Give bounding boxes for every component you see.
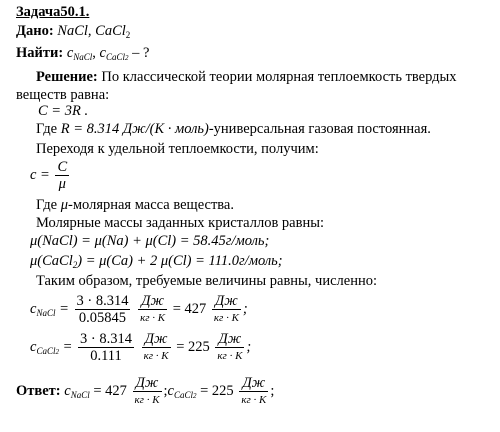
r2-unit2-num: Дж <box>215 331 244 348</box>
r2-unit2-den: кг · К <box>217 350 243 363</box>
f2-lhs: c = <box>30 167 50 183</box>
find-sub1: NaCl <box>73 52 93 62</box>
r1-unit <box>138 293 167 326</box>
find-tail: – ? <box>128 45 150 61</box>
r2-c: c <box>30 339 37 355</box>
r2-num: 3 · 8.314 <box>80 331 132 348</box>
r1-unit-num: Дж <box>138 293 167 310</box>
formula-c-over-mu <box>30 158 71 192</box>
r1-unit2-num: Дж <box>212 293 241 310</box>
r2-unit-num: Дж <box>142 331 171 348</box>
solution-line-2: веществ равна: <box>16 87 110 103</box>
r2-value: = 225 <box>176 339 210 355</box>
where-R-formula: R = 8.314 Дж/(К · моль) <box>60 121 209 137</box>
formula-mu-CaCl2 <box>30 252 283 274</box>
where-R-line <box>36 120 431 138</box>
formula-C-3R: C = 3R . <box>38 103 89 119</box>
f4-a: μ(CaCl <box>30 253 73 269</box>
ans-c2: c <box>167 383 174 399</box>
numeric-intro: Таким образом, требуемые величины равны, численно: <box>36 273 378 289</box>
answer-line: Ответ: $c_{NaCl} = 427$ $\frac{Дж}{кг \cdot К}$ $;c_{CaCl2} = 225$ $\frac{Дж}{кг \cdot К}$ ; <box>16 375 275 407</box>
solution-label: Решение: <box>36 69 98 85</box>
where-mu-prefix: Где <box>36 197 61 213</box>
given-line <box>16 22 130 44</box>
ans-v1: = 427 <box>93 383 127 399</box>
answer-label: Ответ: <box>16 383 61 399</box>
r1-unit2 <box>212 293 241 326</box>
r2-fraction <box>78 331 134 364</box>
ans-unit1-den: кг · К <box>134 394 160 407</box>
find-sub2: CaCl <box>105 52 125 62</box>
r1-sub: NaCl <box>36 308 56 318</box>
problem-title: Задача50.1. <box>16 4 90 20</box>
ans-sub2: CaCl <box>173 390 193 400</box>
r2-sub-idx: 2 <box>55 348 59 356</box>
result-CaCl2: $c_{CaCl2}$ = $\frac{3 \cdot 8.314}{0.111}$ $\frac{Дж}{кг \cdot К}$ = 225 $\frac{Дж}{кг \cdot К}$ ; <box>30 331 252 365</box>
ans-c1: c <box>64 383 71 399</box>
r1-value: = 427 <box>172 301 207 317</box>
r2-unit-den: кг · К <box>143 350 169 363</box>
given-value: NaCl, CaCl <box>57 23 126 39</box>
find-line <box>16 44 149 67</box>
ans-unit1-num: Дж <box>133 375 162 392</box>
r1-den: 0.05845 <box>78 310 127 327</box>
f2-num: C <box>57 159 68 176</box>
r1-num: 3 · 8.314 <box>76 293 129 310</box>
result-NaCl: $c_{NaCl}$ = $\frac{3 \cdot 8.314}{0.05845}$ $\frac{Дж}{кг \cdot К}$ = 427 $\frac{Дж}{кг \cdot К}$ ; <box>30 293 248 327</box>
r2-den: 0.111 <box>90 348 122 365</box>
r2-unit <box>142 331 171 364</box>
where-R-text: -универсальная газовая постоянная. <box>208 121 431 137</box>
f4-b: ) = μ(Ca) + 2 μ(Cl) = 111.0г/моль; <box>77 253 283 269</box>
r1-unit2-den: кг · К <box>213 312 239 325</box>
where-mu-line <box>36 196 234 214</box>
solution-line-1 <box>36 68 457 86</box>
ans-unit1 <box>133 375 162 408</box>
find-label: Найти: <box>16 45 64 61</box>
where-R-prefix: Где <box>36 121 61 137</box>
given-label: Дано: <box>16 23 54 39</box>
find-sub2-idx: 2 <box>124 54 129 62</box>
specific-heat-intro: Переходя к удельной теплоемкости, получим: <box>36 141 319 157</box>
given-value-subscript: 2 <box>125 30 131 40</box>
r2-sub: CaCl <box>36 346 56 356</box>
solution-text-1: По классической теории молярная теплоемкость твердых <box>97 69 457 85</box>
where-mu-text: -молярная масса вещества. <box>68 197 234 213</box>
f2-den: μ <box>58 176 66 193</box>
f4-sub: 2 <box>72 260 78 270</box>
r2-unit2 <box>215 331 244 364</box>
f2-fraction <box>55 159 69 192</box>
r1-unit-den: кг · К <box>140 312 166 325</box>
ans-unit2-den: кг · К <box>241 394 267 407</box>
ans-unit2 <box>239 375 268 408</box>
where-mu-symbol: μ <box>60 197 69 213</box>
r1-c: c <box>30 301 37 317</box>
r1-fraction <box>75 293 131 326</box>
find-sep: , <box>92 45 100 61</box>
ans-v2: = 225 <box>200 383 234 399</box>
molar-mass-intro: Молярные массы заданных кристаллов равны: <box>36 215 324 231</box>
ans-sub2-idx: 2 <box>193 392 197 400</box>
find-c2: c <box>99 45 106 61</box>
find-c1: c <box>66 45 74 61</box>
formula-mu-NaCl: μ(NaCl) = μ(Na) + μ(Cl) = 58.45г/моль; <box>30 233 270 249</box>
ans-unit2-num: Дж <box>239 375 268 392</box>
ans-sub1: NaCl <box>70 390 90 400</box>
